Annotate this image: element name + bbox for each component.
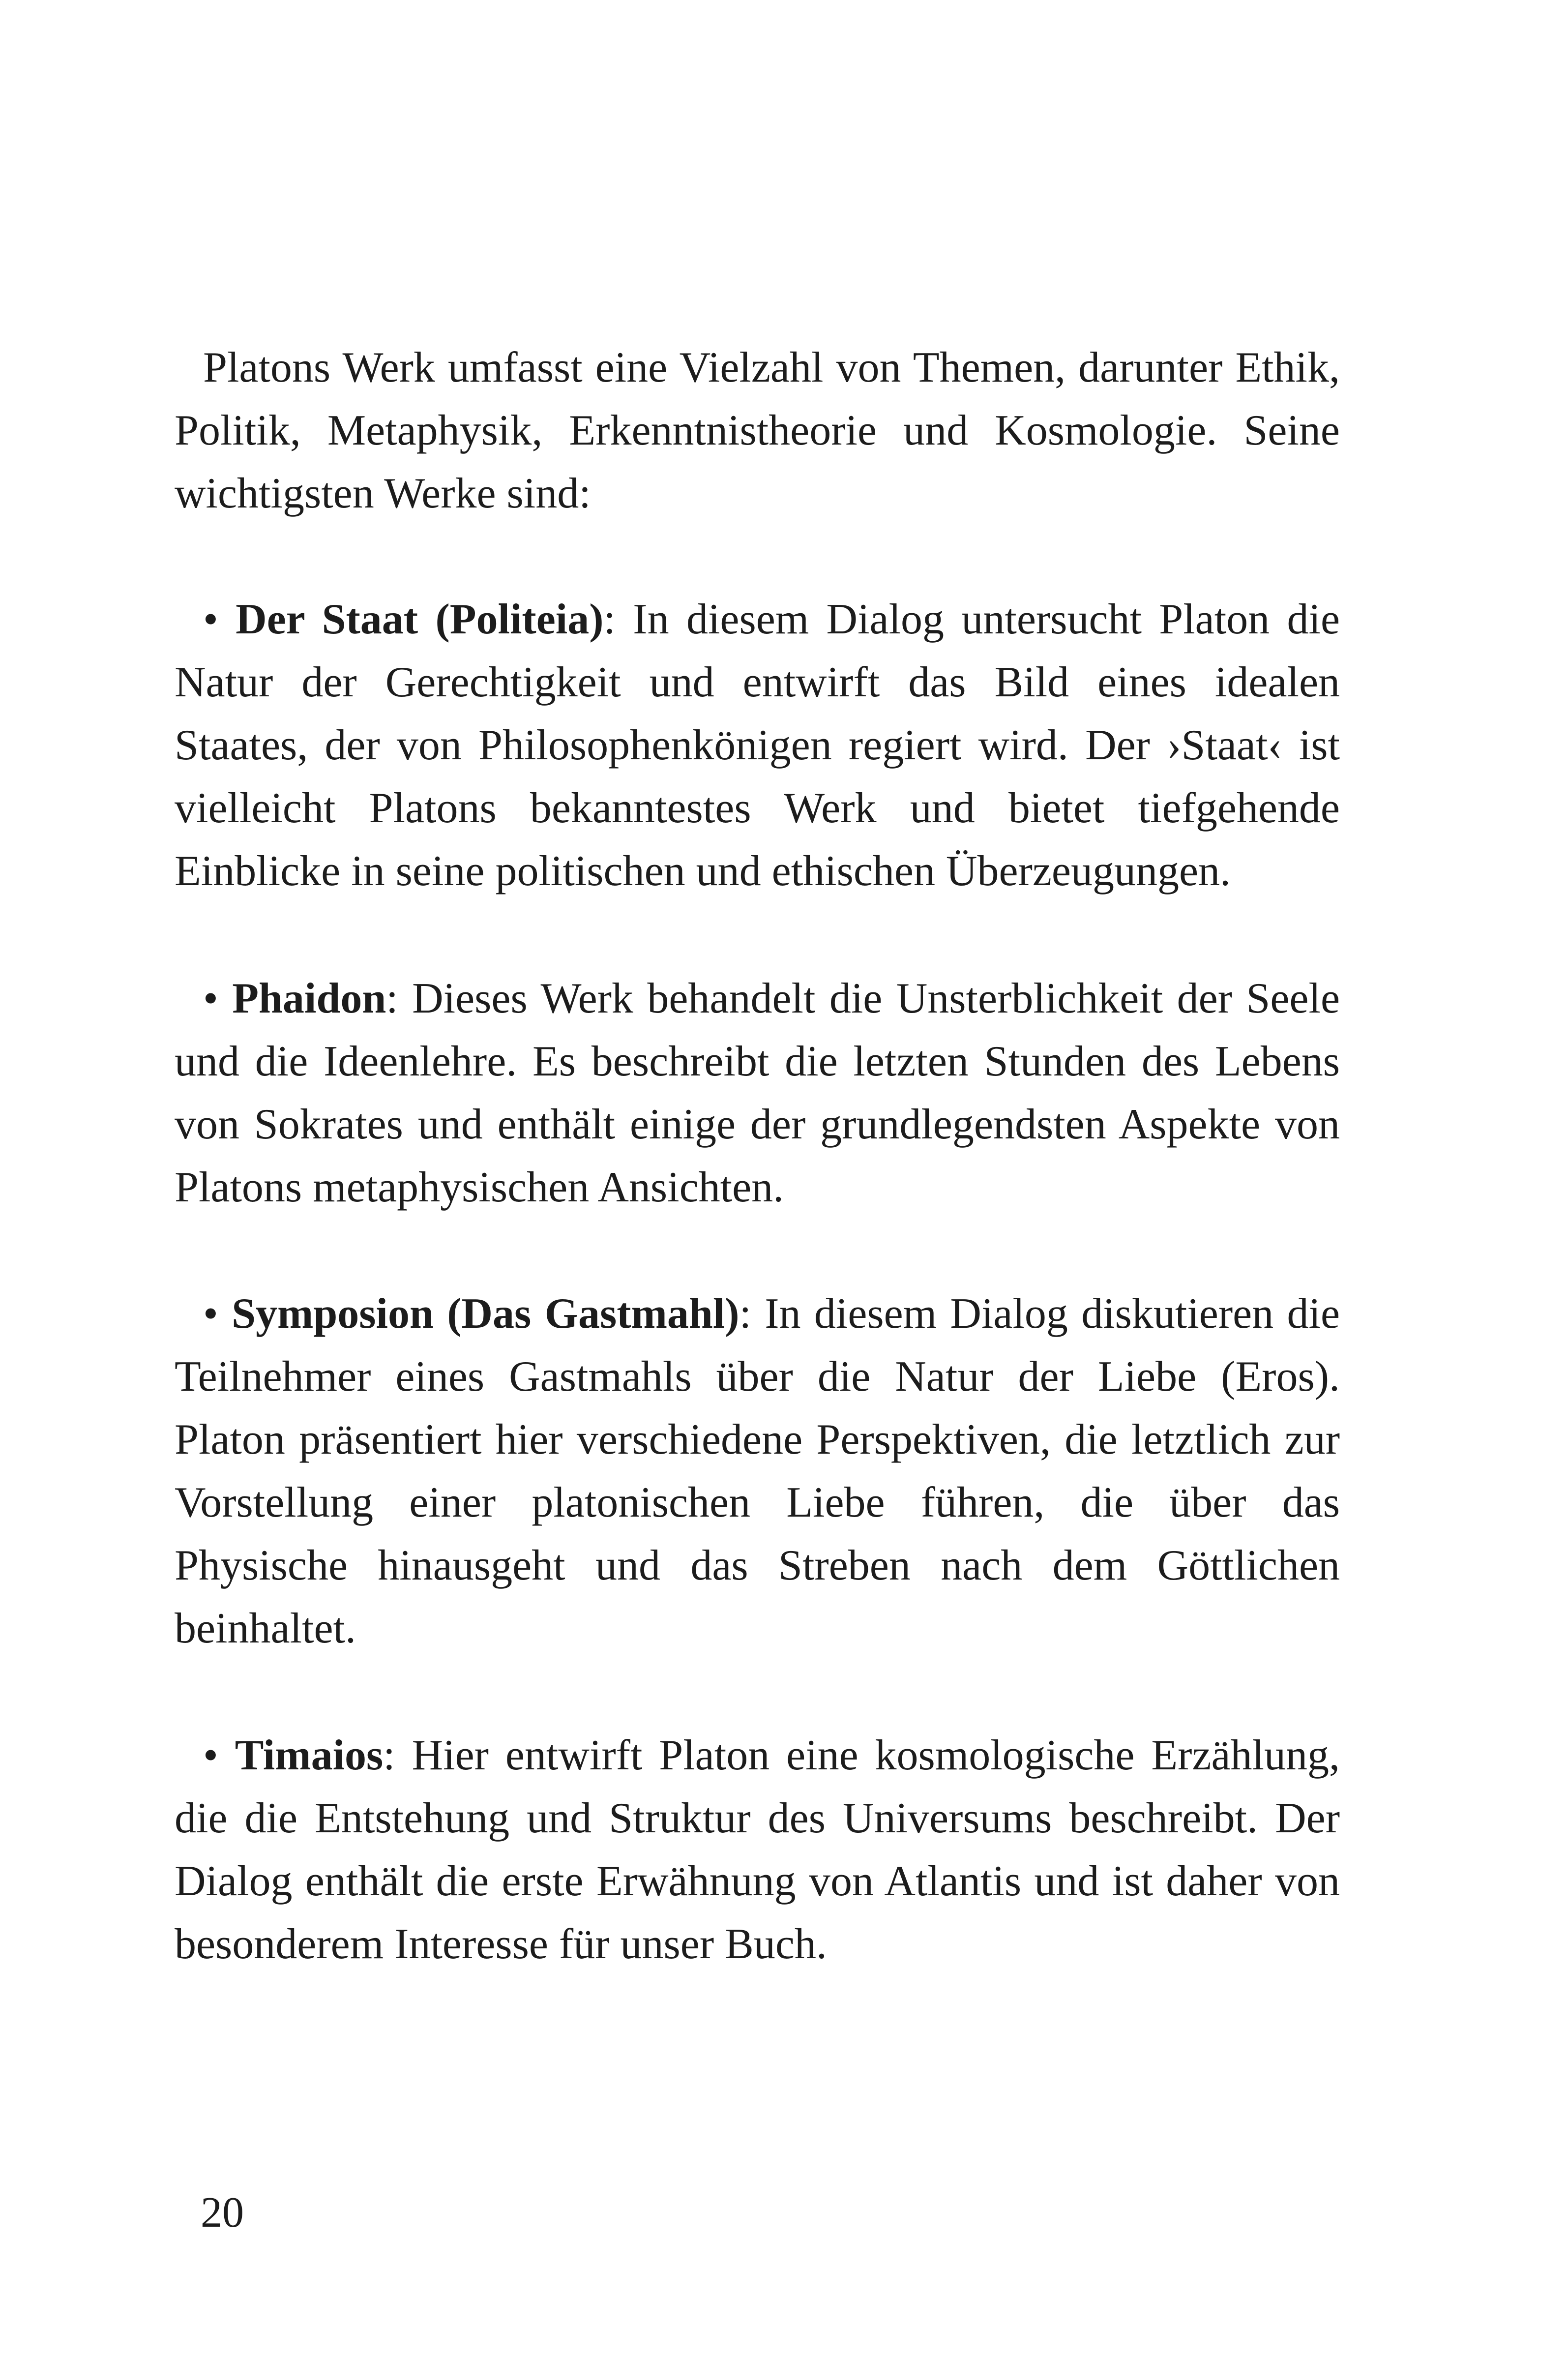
bullet: • (203, 1290, 218, 1338)
list-item-phaidon (175, 967, 1340, 1219)
list-item-timaios (175, 1724, 1340, 1976)
bullet: • (203, 596, 218, 643)
work-description-timaios: : Hier entwirft Platon eine kosmologische Erzählung, die die Entstehung und Struktur des Universums beschreibt. Der Dialog enthält die erste Erwähnung von Atlantis und ist daher von besonderem Interesse für unser Buch. (175, 1731, 1340, 1968)
list-item-symposion (175, 1283, 1340, 1660)
work-title-phaidon: Phaidon (232, 975, 386, 1022)
list-item-politeia (175, 588, 1340, 903)
work-title-politeia: Der Staat (Politeia) (236, 596, 604, 643)
bullet: • (203, 1731, 218, 1779)
bullet: • (203, 975, 218, 1022)
intro-paragraph: Platons Werk umfasst eine Vielzahl von Themen, darunter Ethik, Politik, Metaphysik, Erkenntnistheorie und Kosmologie. Seine wichtigsten Werke sind: (175, 344, 1340, 517)
work-title-symposion: Symposion (Das Gastmahl) (232, 1290, 740, 1338)
page-number: 20 (201, 2189, 244, 2237)
work-description-symposion: : In diesem Dialog diskutieren die Teilnehmer eines Gastmahls über die Natur der Liebe (Eros). Platon präsentiert hier verschiedene Perspektiven, die letztlich zur Vorstellung einer platonischen Liebe führen, die über das Physische hinausgeht und das Streben nach dem Göttlichen beinhaltet. (175, 1290, 1340, 1652)
work-title-timaios: Timaios (235, 1731, 384, 1779)
work-description-politeia: : In diesem Dialog untersucht Platon die Natur der Gerechtigkeit und entwirft das Bild eines idealen Staates, der von Philosophenkönigen regiert wird. Der ›Staat‹ ist vielleicht Platons bekanntestes Werk und bietet tiefgehende Einblicke in seine politischen und ethischen Überzeugungen. (175, 596, 1340, 895)
work-description-phaidon: : Dieses Werk behandelt die Unsterblichkeit der Seele und die Ideenlehre. Es beschreibt die letzten Stunden des Lebens von Sokrates und enthält einige der grundlegendsten Aspekte von Platons metaphysischen Ansichten. (175, 975, 1340, 1211)
